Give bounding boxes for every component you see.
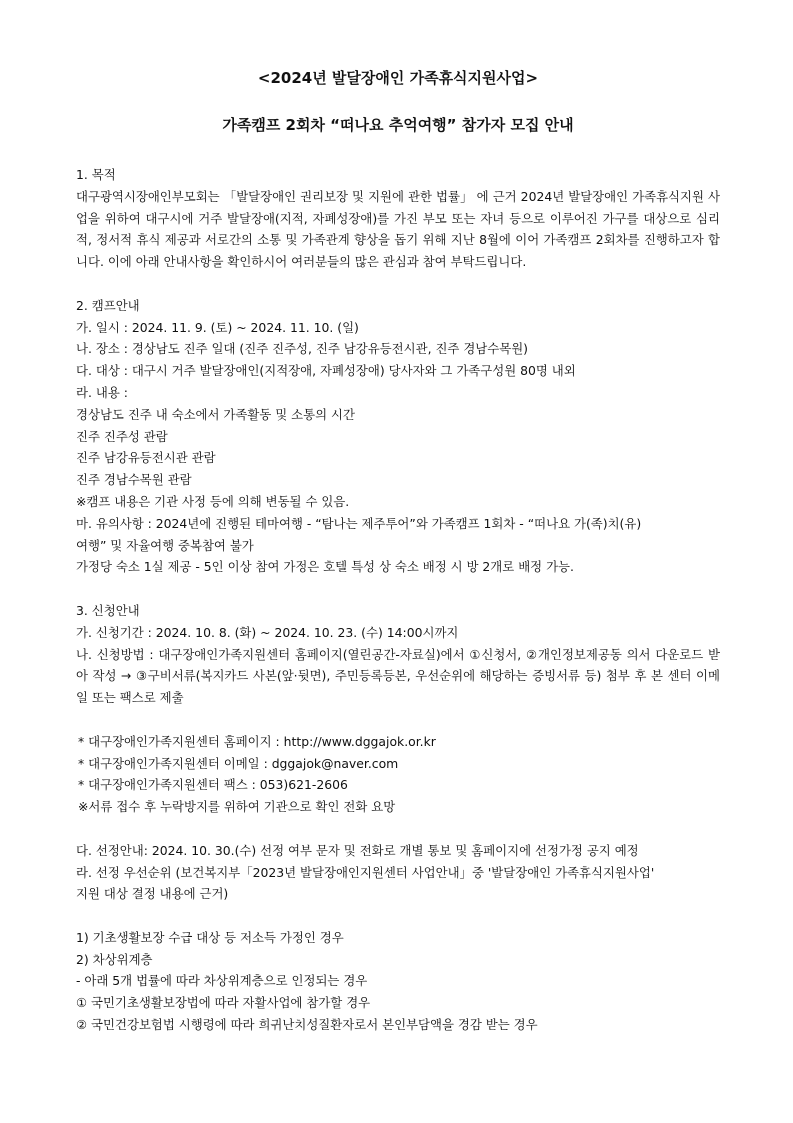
camp-heading: 2. 캠프안내: [76, 297, 140, 313]
criteria-item: 2) 차상위계층: [76, 951, 153, 967]
camp-place: 나. 장소 : 경상남도 진주 일대 (진주 진주성, 진주 남강유등전시관, 진주 경남수목원): [76, 341, 529, 357]
contact-note: ※서류 접수 후 누락방지를 위하여 기관으로 확인 전화 요망: [78, 799, 396, 815]
apply-method: 나. 신청방법 : 대구장애인가족지원센터 홈페이지(열린공간-자료실)에서 ①신청서, ②개인정보제공동 의서 다운로드 받아 작성 → ③구비서류(복지카드 사본(앞·뒷면), 주민등록등본, 우선순위에 해당하는 증빙서류 등) 첨부 후 본 센터 이메일 또는 팩스로 제출: [76, 646, 720, 706]
camp-content-note: ※캠프 내용은 기관 사정 등에 의해 변동될 수 있음.: [76, 493, 350, 509]
contact-fax: * 대구장애인가족지원센터 팩스 : 053)621-2606: [78, 777, 348, 793]
camp-target: 다. 대상 : 대구시 거주 발달장애인(지적장애, 자폐성장애) 당사자와 그 가족구성원 80명 내외: [76, 363, 576, 379]
purpose-heading: 1. 목적: [76, 167, 116, 182]
camp-notice-line3: 가정당 숙소 1실 제공 - 5인 이상 참여 가정은 호텔 특성 상 숙소 배정 시 방 2개로 배정 가능.: [76, 559, 574, 575]
camp-notice-line1: 마. 유의사항 : 2024년에 진행된 테마여행 - “탐나는 제주투어”와 가족캠프 1회차 - “떠나요 가(족)치(유): [76, 515, 642, 531]
apply-heading: 3. 신청안내: [76, 602, 140, 618]
camp-content-item: 진주 남강유등전시관 관람: [76, 450, 216, 466]
selection-notice: 다. 선정안내: 2024. 10. 30.(수) 선정 여부 문자 및 전화로 개별 통보 및 홈페이지에 선정가정 공지 예정: [76, 842, 639, 858]
criteria-item: ② 국민건강보험법 시행령에 따라 희귀난치성질환자로서 본인부담액을 경감 받는 경우: [76, 1017, 538, 1033]
purpose-body: 대구광역시장애인부모회는 「발달장애인 권리보장 및 지원에 관한 법률」 에 근거 2024년 발달장애인 가족휴식지원 사업을 위하여 대구시에 거주 발달장애(지적, 자폐성장애)를 가진 부모 또는 자녀 등으로 이루어진 가구를 대상으로 심리적, 정서적 휴식 제공과 서로간의 소통 및 가족관계 향상을 돕기 위해 지난 8월에 이어 가족캠프 2회차를 진행하고자 합니다. 이에 아래 안내사항을 확인하시어 여러분들의 많은 관심과 참여 부탁드립니다.: [76, 188, 720, 270]
priority-line1: 라. 선정 우선순위 (보건복지부「2023년 발달장애인지원센터 사업안내」중 '발달장애인 가족휴식지원사업': [76, 864, 655, 880]
contact-email: * 대구장애인가족지원센터 이메일 : dggajok@naver.com: [78, 755, 399, 771]
criteria-item: ① 국민기초생활보장법에 따라 자활사업에 참가할 경우: [76, 995, 371, 1011]
camp-date: 가. 일시 : 2024. 11. 9. (토) ~ 2024. 11. 10. (일): [76, 319, 359, 335]
camp-content-item: 진주 진주성 관람: [76, 428, 168, 444]
camp-content-item: 진주 경남수목원 관람: [76, 472, 192, 488]
document-subtitle: 가족캠프 2회차 “떠나요 추억여행” 참가자 모집 안내: [222, 116, 574, 134]
contact-homepage: * 대구장애인가족지원센터 홈페이지 : http://www.dggajok.or.kr: [78, 733, 436, 749]
criteria-item: - 아래 5개 법률에 따라 차상위계층으로 인정되는 경우: [76, 973, 368, 989]
camp-content-label: 라. 내용 :: [76, 384, 128, 400]
document-title: <2024년 발달장애인 가족휴식지원사업>: [257, 69, 539, 87]
apply-period: 가. 신청기간 : 2024. 10. 8. (화) ~ 2024. 10. 23. (수) 14:00시까지: [76, 624, 459, 640]
camp-notice-line2: 여행” 및 자율여행 중복참여 불가: [76, 537, 254, 553]
priority-line2: 지원 대상 결정 내용에 근거): [76, 886, 229, 902]
document-page: [76, 68, 720, 1036]
camp-content-item: 경상남도 진주 내 숙소에서 가족활동 및 소통의 시간: [76, 406, 355, 422]
criteria-item: 1) 기초생활보장 수급 대상 등 저소득 가정인 경우: [76, 929, 344, 945]
